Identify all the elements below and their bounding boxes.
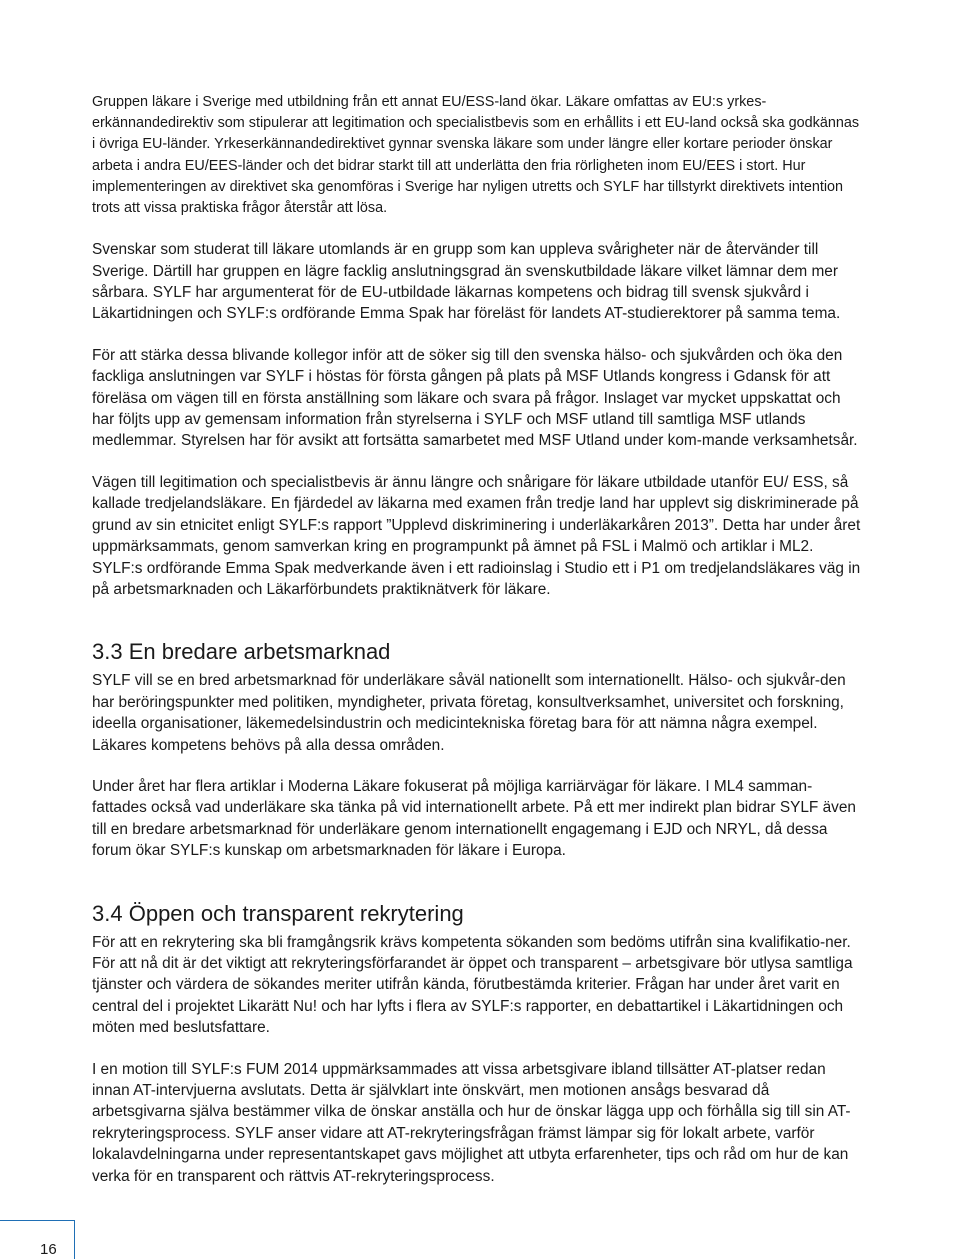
intro-paragraph-3: För att stärka dessa blivande kollegor inför att de söker sig till den svenska hälso- och sjukvården och öka den fackliga anslutningen var SYLF i höstas för första gången på plats på MSF Utlands kongress i Gdansk för att föreläsa om vägen till en första anställning som läkare och svara på frågor. Inslaget var mycket uppskattat och har följts upp av gemensam information från styrelserna i SYLF och MSF utland till samtliga MSF utlands medlemmar. Styrelsen har för avsikt att fortsätta samarbetet med MSF Utland under kom-mande verksamhetsår. [92,346,858,450]
intro-paragraph-2: Svenskar som studerat till läkare utomlands är en grupp som kan uppleva svårigheter när de återvänder till Sverige. Därtill har gruppen en lägre facklig anslutningsgrad än svenskutbildade läkare vilket lämnar dem mer sårbara. SYLF har argumenterat för de EU-utbildade läkarnas kompetens och bidrag till svensk sjukvård i Läkartidningen och SYLF:s ordförande Emma Spak har föreläst för landets AT-studierektorer på samma tema. [92,241,841,323]
section-number: 3.3 [92,639,123,665]
section-gap [92,862,864,900]
section-title: Öppen och transparent rekrytering [128,900,464,926]
section-heading-3-4 [92,900,864,928]
page-number-frame [0,1220,75,1259]
section-3-4-paragraph-1: För att en rekrytering ska bli framgångsrik krävs kompetenta sökanden som bedöms utifrån sina kvalifikatio-ner. För att nå dit är det viktigt att rekryteringsförfarandet är öppet och transparent – arbetsgivare bör utlysa samtliga tjänster och värdera de sökandes meriter utifrån kända, förutbestämda kriterier. Frågan har under året varit en central del i projektet Likarätt Nu! och har lyfts i flera av SYLF:s rapporter, en debattartikel i Läkartidningen och möten med beslutsfattare. [92,933,853,1037]
section-3-3-paragraph-2: Under året har flera artiklar i Moderna Läkare fokuserat på möjliga karriärvägar för läkare. I ML4 samman-fattades också vad underläkare ska tänka på vid internationellt arbete. På ett mer indirekt plan bidrar SYLF även till en bredare arbetsmarknad för underläkare genom internationellt engagemang i EJD och NRYL, då dessa forum ökar SYLF:s kunskap om arbetsmarknaden för läkare i Europa. [92,777,856,860]
paragraph-gap [92,325,864,345]
section-3-3-paragraph-1: SYLF vill se en bred arbetsmarknad för underläkare såväl nationellt som internationellt. Hälso- och sjukvår-den har beröringspunkter med politiken, myndigheter, privata företag, konsultverksamhet, universitet och forskning, ideella organisationer, läkemedelsindustrin och medicintekniska företag bara för att nämna några exempel. Läkares kompetens behövs på alla dessa områden. [92,672,846,754]
section-title: En bredare arbetsmarknad [128,639,391,665]
paragraph-gap [92,219,864,239]
intro-paragraph-4: Vägen till legitimation och specialistbevis är ännu längre och snårigare för läkare utbildade utanför EU/ ESS, så kallade tredjelandsläkare. En fjärdedel av läkarna med examen från tredje land har upplevt sig diskriminerade på grund av sin etnicitet enligt SYLF:s rapport ”Upplevd diskriminering i underläkarkåren 2013”. Detta har under året uppmärksammats, genom samverkan kring en programpunkt på ämnet på FSL i Malmö och artiklar i ML2. SYLF:s ordförande Emma Spak medverkande även i ett radioinslag i Studio ett i P1 om tredjelandsläkares väg in på arbetsmarknaden och Läkarförbundets praktiknätverk för läkare. [92,473,861,598]
paragraph-gap [92,1039,864,1059]
section-3-4-paragraph-2: I en motion till SYLF:s FUM 2014 uppmärksammades att vissa arbetsgivare ibland tillsätter AT-platser redan innan AT-intervjuerna avslutats. Detta är självklart inte önskvärt, men motionen ansågs besvarad då arbetsgivarna själva bestämmer vilka de önskar anställa och hur de önskar lägga upp och förhålla sig till sin AT-rekryteringsprocess. SYLF anser vidare att AT-rekryteringsfrågan främst lämpar sig för lokalt arbete, varför lokalavdelningarna under representantskapet gavs möjlighet att utbyta erfarenheter, tips och råd om hur de kan verka för en transparent och rättvis AT-rekryteringsprocess. [92,1060,851,1185]
paragraph-gap [92,452,864,472]
section-gap [92,600,864,638]
section-number: 3.4 [92,900,123,926]
section-heading-3-3 [92,638,864,666]
page-content [92,92,864,1187]
paragraph-gap [92,756,864,776]
intro-paragraph-1: Gruppen läkare i Sverige med utbildning från ett annat EU/ESS-land ökar. Läkare omfattas av EU:s yrkes-erkännandedirektiv som stipulerar att legitimation och specialistbevis som en erhållits i ett EU-land också ska godkännas i övriga EU-länder. Yrkeserkännandedirektivet gynnar svenska läkare som under längre eller kortare perioder önskar arbeta i andra EU/EES-länder och det bidrar starkt till att underlätta den fria rörligheten inom EU/EES i stort. Hur implementeringen av direktivet ska genomföras i Sverige har nyligen utretts och SYLF har tillstyrkt direktivets intention trots att vissa praktiska frågor återstår att lösa. [92,94,860,217]
page-number: 16 [40,1241,57,1258]
